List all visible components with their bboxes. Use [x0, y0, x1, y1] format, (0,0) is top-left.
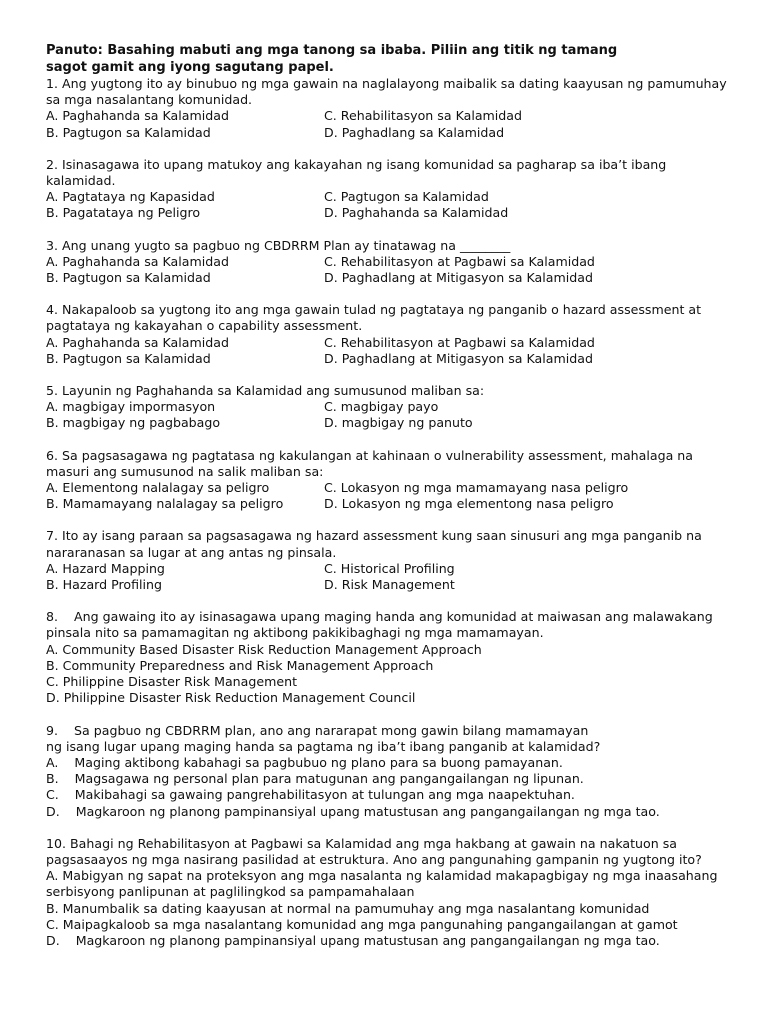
choice-b: B. Pagtugon sa Kalamidad: [46, 270, 211, 286]
choice-a: A. Paghahanda sa Kalamidad: [46, 334, 229, 350]
choice-d: D. Lokasyon ng mga elementong nasa peligro: [324, 496, 614, 512]
choice-c: C. Maipagkaloob sa mga nasalantang komunidad ang mga pangunahing pangangailangan at gamot: [46, 916, 678, 932]
choice-b: B. Manumbalik sa dating kaayusan at normal na pamumuhay ang mga nasalantang komunidad: [46, 900, 650, 916]
choice-c: C. Rehabilitasyon sa Kalamidad: [324, 108, 523, 124]
choice-b: B. Mamamayang nalalagay sa peligro: [46, 496, 284, 512]
choice-a: A. magbigay impormasyon: [46, 399, 216, 415]
question-text: 4. Nakapaloob sa yugtong ito ang mga gawain tulad ng pagtataya ng panganib o hazard assessment at pagtataya ng kakayahan o capability assessment.: [46, 302, 702, 334]
choices: [46, 480, 746, 512]
question-1: [46, 76, 746, 141]
choice-c: C. Pagtugon sa Kalamidad: [324, 189, 489, 205]
choice-c: C. Rehabilitasyon at Pagbawi sa Kalamidad: [324, 334, 595, 350]
choices: [46, 868, 746, 949]
worksheet-page: [46, 42, 746, 965]
choice-d: D. magbigay ng panuto: [324, 415, 473, 431]
choice-d: D. Risk Management: [324, 577, 455, 593]
choices: [46, 755, 746, 820]
choice-c: C. magbigay payo: [324, 399, 439, 415]
choice-c: C. Philippine Disaster Risk Management: [46, 674, 298, 690]
question-3: [46, 238, 746, 287]
question-text: 6. Sa pagsasagawa ng pagtatasa ng kakulangan at kahinaan o vulnerability assessment, mahalaga na masuri ang sumusunod na salik maliban sa:: [46, 447, 694, 479]
choices: [46, 399, 746, 431]
choice-c: C. Historical Profiling: [324, 560, 455, 576]
choice-b: B. magbigay ng pagbabago: [46, 415, 221, 431]
choice-a: A. Paghahanda sa Kalamidad: [46, 253, 229, 269]
question-4: [46, 302, 746, 367]
choice-a: A. Community Based Disaster Risk Reduction Management Approach: [46, 641, 482, 657]
question-6: [46, 448, 746, 513]
choice-d: D. Paghadlang at Mitigasyon sa Kalamidad: [324, 350, 593, 366]
choice-d: D. Paghadlang at Mitigasyon sa Kalamidad: [324, 270, 593, 286]
question-9: [46, 723, 746, 820]
choices: [46, 254, 746, 286]
question-text: 1. Ang yugtong ito ay binubuo ng mga gawain na naglalayong maibalik sa dating kaayusan ng pamumuhay sa mga nasalantang komunidad.: [46, 76, 727, 108]
choice-a: A. Elementong nalalagay sa peligro: [46, 480, 270, 496]
question-text: 2. Isinasagawa ito upang matukoy ang kakayahan ng isang komunidad sa pagharap sa iba’t ibang kalamidad.: [46, 156, 667, 189]
question-7: [46, 528, 746, 593]
choice-d: D. Philippine Disaster Risk Reduction Management Council: [46, 690, 416, 706]
choice-b: B. Pagtugon sa Kalamidad: [46, 350, 211, 366]
choice-d: D. Paghahanda sa Kalamidad: [324, 205, 509, 221]
choice-a: A. Hazard Mapping: [46, 560, 165, 576]
question-text: 10. Bahagi ng Rehabilitasyon at Pagbawi sa Kalamidad ang mga hakbang at gawain na nakatuon sa pagsasaayos ng mga nasirang pasilidad at estruktura. Ano ang pangunahing gampanin ng yugtong ito?: [46, 835, 702, 867]
choice-b: B. Pagtugon sa Kalamidad: [46, 124, 211, 140]
choices: [46, 335, 746, 367]
question-text: 8. Ang gawaing ito ay isinasagawa upang maging handa ang komunidad at maiwasan ang malawakang pinsala nito sa pamamagitan ng aktibong pakikibaghagi ng mga mamamayan.: [46, 609, 713, 641]
choices: [46, 561, 746, 593]
question-text: 9. Sa pagbuo ng CBDRRM plan, ano ang nararapat mong gawin bilang mamamayan ng isang lugar upang maging handa sa pagtama ng iba’t ibang panganib at kalamidad?: [46, 722, 601, 754]
choices: [46, 108, 746, 140]
question-text: 5. Layunin ng Paghahanda sa Kalamidad ang sumusunod maliban sa:: [46, 383, 485, 399]
choice-b: B. Pagatataya ng Peligro: [46, 205, 201, 221]
choices: [46, 189, 746, 221]
question-text: 7. Ito ay isang paraan sa pagsasagawa ng hazard assessment kung saan sinusuri ang mga panganib na nararanasan sa lugar at ang antas ng pinsala.: [46, 528, 702, 560]
choice-a: A. Pagtataya ng Kapasidad: [46, 189, 215, 205]
choice-a: A. Mabigyan ng sapat na proteksyon ang mga nasalanta ng kalamidad makapagbigay ng mga inaasahang serbisyong panlipunan at paglilingkod sa pampamahalaan: [46, 868, 718, 900]
choice-b: B. Magsagawa ng personal plan para matugunan ang pangangailangan ng lipunan.: [46, 771, 584, 787]
question-5: [46, 383, 746, 432]
choice-c: C. Lokasyon ng mga mamamayang nasa peligro: [324, 480, 629, 496]
choice-c: C. Rehabilitasyon at Pagbawi sa Kalamidad: [324, 253, 595, 269]
choice-d: D. Paghadlang sa Kalamidad: [324, 124, 505, 140]
choice-a: A. Maging aktibong kabahagi sa pagbubuo ng plano para sa buong pamayanan.: [46, 754, 563, 770]
choices: [46, 642, 746, 707]
choice-d: D. Magkaroon ng planong pampinansiyal upang matustusan ang pangangailangan ng mga tao.: [46, 803, 660, 819]
choice-b: B. Community Preparedness and Risk Management Approach: [46, 657, 434, 673]
question-10: [46, 836, 746, 949]
question-text: 3. Ang unang yugto sa pagbuo ng CBDRRM Plan ay tinatawag na ________: [46, 237, 511, 253]
choice-c: C. Makibahagi sa gawaing pangrehabilitasyon at tulungan ang mga naapektuhan.: [46, 787, 575, 803]
choice-a: A. Paghahanda sa Kalamidad: [46, 108, 229, 124]
question-8: [46, 609, 746, 706]
instructions: Panuto: Basahing mabuti ang mga tanong sa ibaba. Piliin ang titik ng tamang sagot gamit ang iyong sagutang papel.: [46, 43, 618, 75]
choice-b: B. Hazard Profiling: [46, 577, 162, 593]
question-2: [46, 157, 746, 222]
choice-d: D. Magkaroon ng planong pampinansiyal upang matustusan ang pangangailangan ng mga tao.: [46, 932, 660, 948]
